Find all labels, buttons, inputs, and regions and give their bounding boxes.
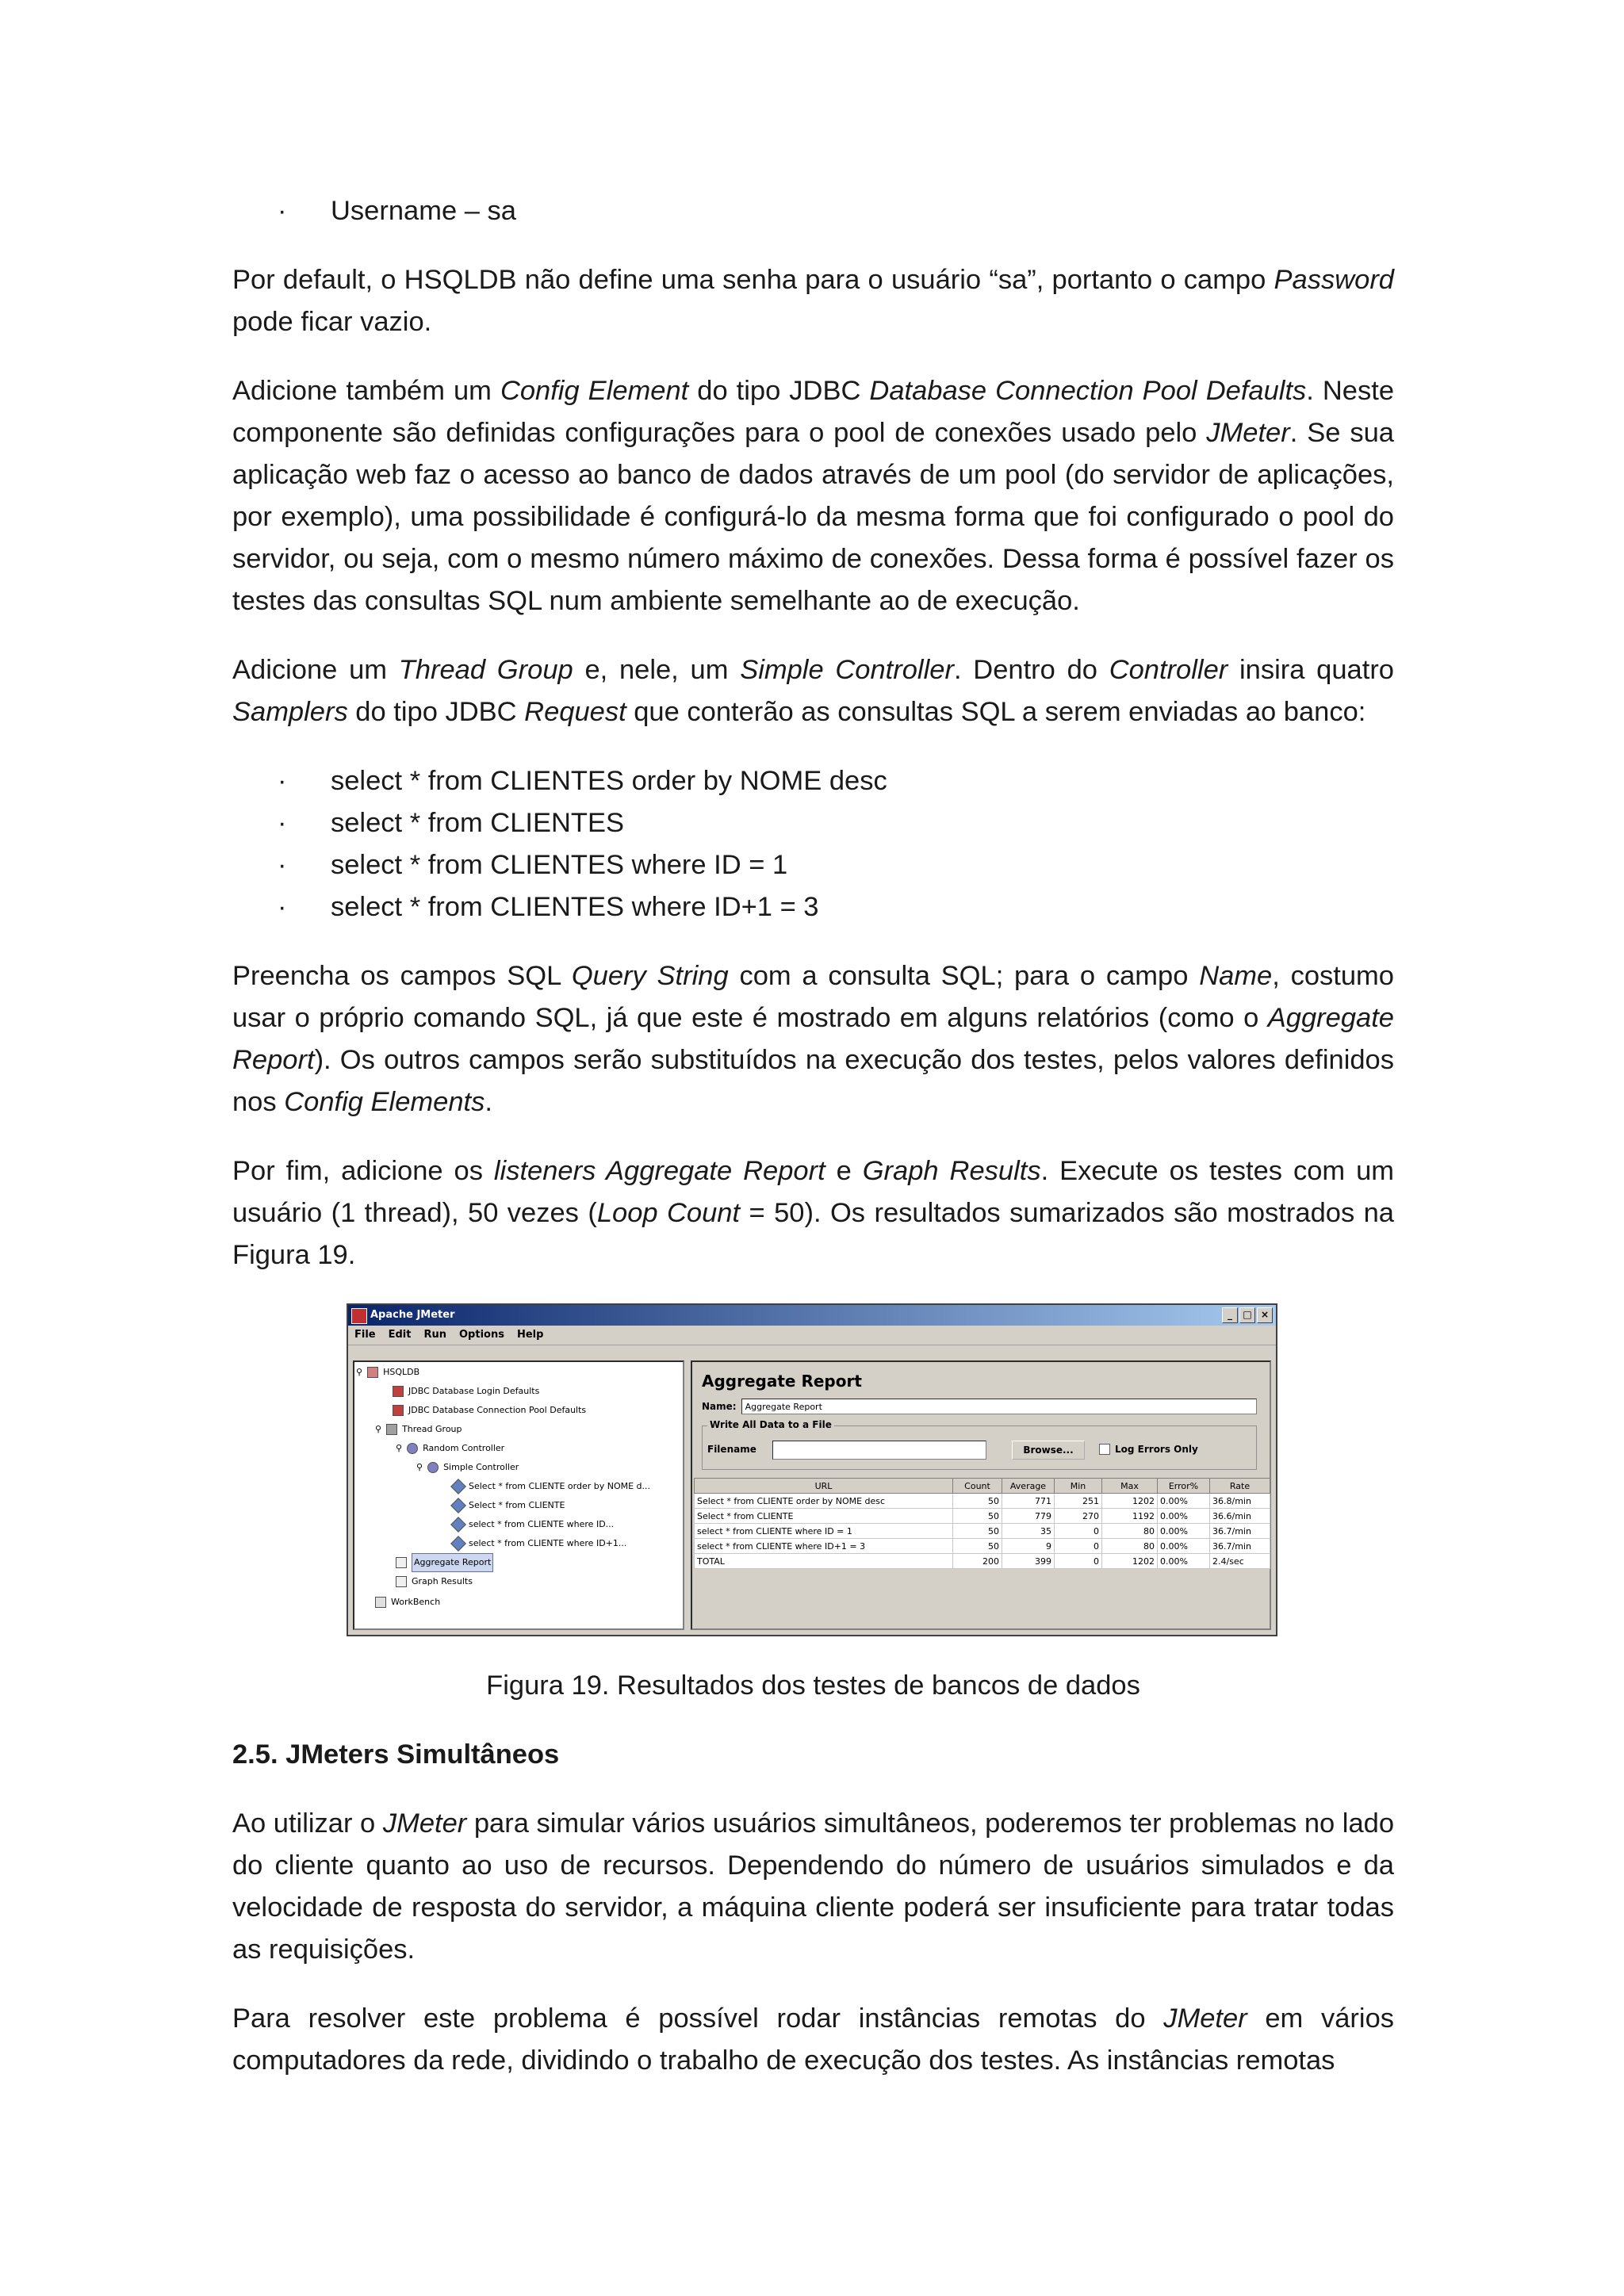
bullet-dot: · — [278, 850, 287, 880]
cell-rate: 36.7/min — [1210, 1524, 1270, 1539]
file-group-legend: Write All Data to a File — [707, 1419, 834, 1430]
aggregate-report-panel — [691, 1360, 1271, 1630]
tree-node-label: select * from CLIENTE where ID+1... — [469, 1538, 627, 1548]
italic-term: Controller — [1109, 655, 1228, 685]
config-element-icon — [393, 1405, 404, 1416]
menu-options[interactable]: Options — [459, 1329, 504, 1341]
window-title: Apache JMeter — [370, 1309, 455, 1321]
workbench-icon — [375, 1597, 386, 1608]
cell-count: 50 — [953, 1509, 1002, 1524]
paragraph-query-string — [232, 955, 1394, 1123]
cell-url: Select * from CLIENTE order by NOME desc — [695, 1494, 953, 1509]
text-run: Preencha os campos SQL — [232, 961, 572, 991]
figure-19 — [232, 1303, 1394, 1640]
cell-max: 1202 — [1102, 1494, 1158, 1509]
sampler-icon — [450, 1517, 466, 1533]
text-run: Para resolver este problema é possível rodar instâncias remotas do — [232, 2003, 1164, 2034]
text-run: . Se sua aplicação web faz o acesso ao banco de dados através de um pool (do servidor de aplicações, por exemplo), uma possibilidade é configurá-lo da mesma forma que foi configurado o pool do servidor, ou seja, com o mesmo número máximo de conexões. Dessa forma é possível fazer os testes das consultas SQL num ambiente semelhante ao de execução. — [232, 418, 1394, 616]
figure-caption: Figura 19. Resultados dos testes de bancos de dados — [486, 1670, 1140, 1701]
tree-node-sampler[interactable] — [453, 1497, 565, 1514]
cell-average: 399 — [1002, 1554, 1055, 1569]
cell-error: 0.00% — [1158, 1554, 1210, 1569]
test-plan-icon — [367, 1367, 378, 1378]
minimize-button[interactable]: _ — [1222, 1307, 1238, 1323]
italic-term: JMeter — [1163, 2003, 1247, 2034]
text-run: para simular vários usuários simultâneos, poderemos ter problemas no lado do cliente quanto ao uso de recursos. Dependendo do número de usuários simulados e da velocidade de resposta do servidor, a máquina cliente poderá ser insuficiente para tratar todas as requisições. — [232, 1808, 1395, 1965]
text-run: . Dentro do — [953, 655, 1109, 685]
italic-term: Simple Controller — [740, 655, 954, 685]
bullet-dot: · — [278, 892, 287, 922]
cell-average: 35 — [1002, 1524, 1055, 1539]
filename-label: Filename — [707, 1444, 756, 1455]
name-input[interactable]: Aggregate Report — [741, 1399, 1257, 1414]
text-run: e — [825, 1156, 863, 1186]
table-header-row — [695, 1479, 1270, 1494]
cell-url: select * from CLIENTE where ID+1 = 3 — [695, 1539, 953, 1554]
text-run: . Execute os testes com um usuário (1 thread), 50 vezes ( — [232, 1156, 1395, 1228]
cell-url: select * from CLIENTE where ID = 1 — [695, 1524, 953, 1539]
cell-error: 0.00% — [1158, 1509, 1210, 1524]
cell-average: 779 — [1002, 1509, 1055, 1524]
text-run: insira quatro — [1228, 655, 1394, 685]
sampler-icon — [450, 1498, 466, 1513]
text-run: pode ficar vazio. — [232, 307, 432, 337]
italic-term: listeners Aggregate Report — [493, 1156, 825, 1186]
bullet-username — [232, 190, 1394, 232]
tree-node-label: Simple Controller — [443, 1462, 519, 1472]
text-run: . Neste componente são definidas configurações para o pool de conexões usado pelo — [232, 376, 1395, 448]
text-run: e, nele, um — [573, 655, 741, 685]
paragraph-listeners — [232, 1150, 1394, 1276]
tree-node-label: JDBC Database Connection Pool Defaults — [408, 1405, 587, 1415]
text-run: Ao utilizar o — [232, 1808, 383, 1839]
tree-node-sampler[interactable] — [453, 1535, 626, 1552]
text-run: , costumo usar o próprio comando SQL, já que este é mostrado em alguns relatórios (como o — [232, 961, 1394, 1033]
cell-max: 80 — [1102, 1539, 1158, 1554]
browse-button[interactable]: Browse... — [1012, 1441, 1085, 1460]
tree-node-hsqldb[interactable] — [356, 1364, 419, 1381]
table-row-total[interactable] — [695, 1554, 1270, 1569]
query-item — [232, 802, 1394, 844]
table-row[interactable] — [695, 1524, 1270, 1539]
panel-title: Aggregate Report — [702, 1372, 862, 1391]
bullet-dot: · — [278, 196, 287, 226]
cell-min: 270 — [1055, 1509, 1102, 1524]
section-heading: 2.5. JMeters Simultâneos — [232, 1739, 560, 1770]
text-run: Por fim, adicione os — [232, 1156, 494, 1186]
cell-min: 0 — [1055, 1539, 1102, 1554]
controller-icon — [407, 1443, 418, 1454]
cell-count: 50 — [953, 1524, 1002, 1539]
table-row[interactable] — [695, 1494, 1270, 1509]
cell-max: 1192 — [1102, 1509, 1158, 1524]
italic-term: Config Elements — [284, 1087, 485, 1117]
cell-count: 50 — [953, 1494, 1002, 1509]
jmeter-window — [347, 1303, 1277, 1636]
cell-count: 200 — [953, 1554, 1002, 1569]
maximize-button[interactable]: □ — [1239, 1307, 1255, 1323]
paragraph-simultaneous — [232, 1803, 1394, 1971]
aggregate-table — [694, 1478, 1270, 1569]
tree-node-simple-controller[interactable] — [416, 1459, 519, 1476]
cell-rate: 36.7/min — [1210, 1539, 1270, 1554]
cell-max: 80 — [1102, 1524, 1158, 1539]
cell-error: 0.00% — [1158, 1539, 1210, 1554]
cell-min: 0 — [1055, 1554, 1102, 1569]
expand-handle-icon[interactable]: ⚲ — [375, 1424, 382, 1434]
sampler-icon — [450, 1536, 466, 1552]
bullet-dot: · — [278, 808, 287, 838]
tree-node-label: JDBC Database Login Defaults — [408, 1386, 540, 1396]
window-titlebar — [348, 1305, 1276, 1326]
tree-node-workbench[interactable] — [375, 1594, 440, 1611]
jmeter-app-icon — [351, 1308, 367, 1324]
tree-node-label: Thread Group — [402, 1424, 462, 1434]
italic-term: Graph Results — [862, 1156, 1041, 1186]
cell-max: 1202 — [1102, 1554, 1158, 1569]
expand-handle-icon[interactable]: ⚲ — [396, 1443, 403, 1453]
tree-node-label: Select * from CLIENTE order by NOME d... — [469, 1481, 651, 1491]
text-run: Adicione também um — [232, 376, 500, 406]
tree-node-label: Random Controller — [423, 1443, 505, 1453]
paragraph-remote-instances — [232, 1998, 1394, 2082]
thread-group-icon — [386, 1424, 397, 1435]
tree-node-label: Graph Results — [412, 1576, 473, 1586]
tree-node-thread-group[interactable] — [375, 1421, 462, 1438]
query-text: select * from CLIENTES order by NOME desc — [331, 766, 887, 796]
query-text: select * from CLIENTES — [331, 808, 625, 838]
italic-term: Aggregate Report — [232, 1003, 1394, 1075]
menu-help[interactable]: Help — [516, 1329, 544, 1341]
tree-node-label: Aggregate Report — [412, 1553, 493, 1572]
listener-icon — [396, 1576, 407, 1587]
log-errors-checkbox[interactable] — [1099, 1444, 1198, 1455]
sampler-icon — [450, 1479, 466, 1494]
text-run: do tipo JDBC — [688, 376, 870, 406]
log-errors-label: Log Errors Only — [1115, 1444, 1198, 1455]
tree-node-sampler[interactable] — [453, 1478, 650, 1495]
tree-node-label: select * from CLIENTE where ID... — [469, 1519, 615, 1529]
col-header[interactable]: Min — [1055, 1479, 1102, 1494]
text-run: = 50). Os resultados sumarizados são mostrados na Figura 19. — [232, 1198, 1394, 1270]
query-text: select * from CLIENTES where ID+1 = 3 — [331, 892, 819, 922]
cell-error: 0.00% — [1158, 1494, 1210, 1509]
text-run: Adicione um — [232, 655, 399, 685]
cell-average: 9 — [1002, 1539, 1055, 1554]
tree-node-aggregate-report[interactable] — [396, 1554, 493, 1571]
bullet-text: Username – sa — [331, 196, 516, 226]
col-header[interactable]: Max — [1102, 1479, 1158, 1494]
col-header[interactable]: Rate — [1210, 1479, 1270, 1494]
query-item — [232, 760, 1394, 802]
text-run: do tipo JDBC — [347, 697, 525, 727]
menu-edit[interactable]: Edit — [388, 1329, 412, 1341]
cell-average: 771 — [1002, 1494, 1055, 1509]
italic-term: Name — [1199, 961, 1273, 991]
text-run: que conterão as consultas SQL a serem enviadas ao banco: — [626, 697, 1366, 727]
query-list — [232, 760, 1394, 928]
cell-rate: 2.4/sec — [1210, 1554, 1270, 1569]
col-header[interactable]: Average — [1002, 1479, 1055, 1494]
test-plan-tree — [353, 1360, 684, 1630]
tree-node-login-defaults[interactable] — [393, 1383, 539, 1400]
name-row — [702, 1399, 1257, 1414]
table-row[interactable] — [695, 1539, 1270, 1554]
col-header[interactable]: Error% — [1158, 1479, 1210, 1494]
col-header[interactable]: Count — [953, 1479, 1002, 1494]
cell-url: TOTAL — [695, 1554, 953, 1569]
tree-node-label: Select * from CLIENTE — [469, 1500, 565, 1510]
query-item — [232, 886, 1394, 928]
tree-node-graph-results[interactable] — [396, 1573, 473, 1590]
cell-url: Select * from CLIENTE — [695, 1509, 953, 1524]
bullet-dot: · — [278, 766, 287, 796]
listener-icon — [396, 1557, 407, 1568]
window-buttons — [1222, 1307, 1273, 1323]
italic-term: JMeter — [382, 1808, 467, 1839]
cell-min: 251 — [1055, 1494, 1102, 1509]
menu-bar — [348, 1326, 1276, 1345]
query-text: select * from CLIENTES where ID = 1 — [331, 850, 788, 880]
col-header[interactable]: URL — [695, 1479, 953, 1494]
tree-node-label: HSQLDB — [383, 1367, 420, 1377]
text-run: Por default, o HSQLDB não define uma senha para o usuário “sa”, portanto o campo — [232, 265, 1274, 295]
tree-node-label: WorkBench — [391, 1597, 441, 1607]
italic-term: Config Element — [500, 376, 689, 406]
write-to-file-group — [702, 1419, 1257, 1470]
italic-term: Samplers — [232, 697, 348, 727]
table-row[interactable] — [695, 1509, 1270, 1524]
text-run: com a consulta SQL; para o campo — [728, 961, 1200, 991]
name-label: Name: — [702, 1401, 737, 1412]
italic-term: Request — [524, 697, 626, 727]
text-run: em vários computadores da rede, dividindo o trabalho de execução dos testes. As instâncias remotas — [232, 2003, 1395, 2076]
paragraph-thread-group — [232, 649, 1394, 733]
config-element-icon — [393, 1386, 404, 1397]
tree-node-random-controller[interactable] — [396, 1440, 504, 1457]
checkbox-box[interactable] — [1099, 1444, 1110, 1455]
cell-error: 0.00% — [1158, 1524, 1210, 1539]
cell-rate: 36.6/min — [1210, 1509, 1270, 1524]
italic-term: Password — [1274, 265, 1394, 295]
italic-term: Query String — [571, 961, 729, 991]
controller-icon — [427, 1462, 439, 1473]
text-run: . — [485, 1087, 492, 1117]
query-item — [232, 844, 1394, 886]
menu-file[interactable]: File — [354, 1329, 376, 1341]
document-page — [232, 190, 1394, 2109]
tree-node-pool-defaults[interactable] — [393, 1402, 586, 1419]
paragraph-password — [232, 259, 1394, 343]
cell-min: 0 — [1055, 1524, 1102, 1539]
cell-rate: 36.8/min — [1210, 1494, 1270, 1509]
text-run: ). Os outros campos serão substituídos na execução dos testes, pelos valores definidos nos — [232, 1045, 1394, 1117]
filename-input[interactable] — [772, 1441, 986, 1460]
tree-node-sampler[interactable] — [453, 1516, 614, 1533]
italic-term: Database Connection Pool Defaults — [869, 376, 1307, 406]
cell-count: 50 — [953, 1539, 1002, 1554]
italic-term: Loop Count — [596, 1198, 741, 1228]
expand-handle-icon[interactable]: ⚲ — [356, 1367, 363, 1377]
italic-term: Thread Group — [398, 655, 573, 685]
paragraph-config-element — [232, 370, 1394, 622]
italic-term: JMeter — [1206, 418, 1290, 448]
menu-run[interactable]: Run — [423, 1329, 446, 1341]
expand-handle-icon[interactable]: ⚲ — [416, 1462, 423, 1472]
close-button[interactable]: × — [1257, 1307, 1273, 1323]
